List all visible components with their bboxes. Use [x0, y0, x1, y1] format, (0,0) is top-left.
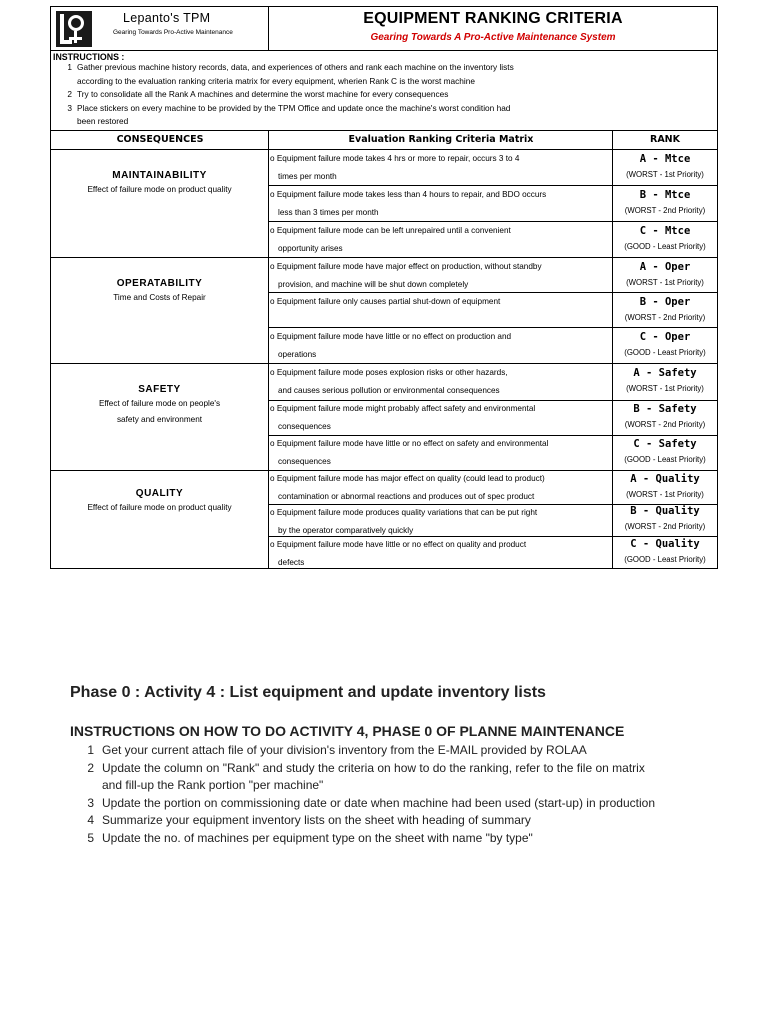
activity-steps: [70, 742, 666, 847]
rank-code: B - Safety: [633, 403, 697, 415]
rank-cell: [613, 435, 717, 467]
phase-title: Phase 0 : Activity 4 : List equipment and update inventory lists: [70, 684, 546, 701]
category-desc: Effect of failure mode on product quality: [87, 503, 232, 512]
lepanto-logo-icon: [56, 11, 92, 47]
col-header-consequences: CONSEQUENCES: [51, 131, 269, 150]
page-subtitle: Gearing Towards A Pro-Active Maintenance System: [370, 32, 616, 43]
rank-cell: [613, 222, 717, 254]
step-line: 4 Summarize your equipment inventory lists on the sheet with heading of summary: [87, 813, 531, 827]
rank-code: C - Safety: [633, 438, 697, 450]
step-line: and fill-up the Rank portion "per machine": [102, 778, 324, 792]
col-header-matrix: Evaluation Ranking Criteria Matrix: [269, 131, 613, 150]
ranking-criteria-sheet: [50, 6, 718, 569]
rank-code: C - Oper: [639, 331, 691, 343]
criteria-cell: o Equipment failure mode has major effect on quality (could lead to product) contamination or abnormal reactions and produces out of spec product: [270, 474, 545, 501]
logo-box: [51, 7, 269, 51]
rank-cell: [613, 364, 717, 396]
rank-cell: [613, 186, 717, 218]
category-desc: safety and environment: [116, 415, 203, 424]
category-name: MAINTAINABILITY: [112, 170, 207, 181]
category-name: QUALITY: [135, 488, 184, 499]
rank-cell: [613, 400, 717, 432]
rank-cell: [613, 470, 717, 502]
category-safety: [51, 384, 268, 428]
rank-priority: (WORST - 1st Priority): [626, 490, 704, 499]
rank-priority: (GOOD - Least Priority): [624, 455, 706, 464]
rank-cell: [613, 293, 717, 325]
rank-priority: (WORST - 2nd Priority): [624, 313, 706, 322]
step-line: 3 Update the portion on commissioning date or date when machine had been used (start-up) in production: [87, 795, 656, 810]
rank-cell: [613, 535, 717, 567]
rank-cell: [613, 502, 717, 534]
category-desc: Effect of failure mode on people's: [98, 399, 221, 408]
criteria-cell: o Equipment failure mode produces quality variations that can be put right by the operator comparatively quickly: [270, 508, 538, 535]
logo-name: Lepanto's TPM: [123, 11, 211, 25]
criteria-cell: o Equipment failure mode can be left unrepaired until a convenient opportunity arises: [270, 226, 511, 253]
rank-code: B - Mtce: [639, 189, 691, 201]
step-line: 2 Update the column on "Rank" and study the criteria on how to do the ranking, refer to the file on matrix: [87, 760, 645, 775]
grid-line: [268, 131, 269, 568]
criteria-cell: o Equipment failure mode takes less than 4 hours to repair, and BDO occurs less than 3 times per month: [270, 190, 547, 217]
activity-instructions-heading: INSTRUCTIONS ON HOW TO DO ACTIVITY 4, PHASE 0 OF PLANNE MAINTENANCE: [70, 723, 625, 739]
rank-priority: (WORST - 2nd Priority): [624, 420, 706, 429]
step-line: 5 Update the no. of machines per equipment type on the sheet with name "by type": [87, 830, 533, 845]
category-maintainability: [51, 170, 268, 198]
instructions-block: INSTRUCTIONS : 1 Gather previous machine history records, data, and experiences of others and rank each machine on the inventory lists according to the evaluation ranking criteria matrix for every equipment, wherien Rank C is the worst machine 2 Try to consolidate all the Rank A machines and determine the worst machine for every consequences 3 Place stickers on every machine to be provided by the TPM Office and update once the machine's worst condition had been restored: [51, 51, 717, 131]
criteria-cell: o Equipment failure mode takes 4 hrs or more to repair, occurs 3 to 4 times per month: [270, 154, 520, 181]
rank-code: B - Oper: [639, 296, 691, 308]
rank-code: A - Safety: [633, 367, 697, 379]
rank-priority: (WORST - 1st Priority): [626, 170, 704, 179]
criteria-cell: o Equipment failure mode have little or no effect on quality and product defects: [270, 540, 527, 567]
criteria-cell: o Equipment failure mode might probably affect safety and environmental consequences: [270, 404, 536, 431]
category-quality: [51, 488, 268, 516]
category-name: SAFETY: [138, 384, 181, 395]
category-operatability: [51, 278, 268, 306]
criteria-cell: o Equipment failure mode poses explosion risks or other hazards, and causes serious pollution or environmental consequences: [270, 368, 508, 395]
rank-priority: (GOOD - Least Priority): [624, 242, 706, 251]
rank-cell: [613, 150, 717, 182]
instructions-heading: INSTRUCTIONS :: [53, 52, 125, 62]
category-desc: Effect of failure mode on product quality: [87, 185, 232, 194]
step-line: 1 Get your current attach file of your division's inventory from the E-MAIL provided by ROLAA: [87, 743, 587, 757]
rank-priority: (WORST - 2nd Priority): [624, 206, 706, 215]
logo-tagline: Gearing Towards Pro-Active Maintenance: [113, 29, 233, 36]
criteria-cell: o Equipment failure mode have major effect on production, without standby provision, and machine will be shut down completely: [270, 262, 542, 289]
rank-priority: (GOOD - Least Priority): [624, 348, 706, 357]
rank-code: B - Quality: [630, 505, 700, 517]
rank-priority: (GOOD - Least Priority): [624, 555, 706, 564]
criteria-cell: o Equipment failure only causes partial shut-down of equipment: [270, 297, 501, 306]
header-title-box: [269, 7, 717, 51]
rank-code: A - Quality: [630, 473, 700, 485]
rank-cell: [613, 328, 717, 360]
rank-code: C - Quality: [630, 538, 700, 550]
page-title: EQUIPMENT RANKING CRITERIA: [363, 10, 623, 27]
criteria-cell: o Equipment failure mode have little or no effect on production and operations: [270, 332, 512, 359]
criteria-cell: o Equipment failure mode have little or no effect on safety and environmental consequences: [270, 439, 549, 466]
rank-code: A - Oper: [639, 261, 691, 273]
category-desc: Time and Costs of Repair: [113, 293, 206, 302]
category-name: OPERATABILITY: [116, 278, 203, 289]
rank-priority: (WORST - 1st Priority): [626, 278, 704, 287]
rank-code: A - Mtce: [639, 153, 691, 165]
rank-code: C - Mtce: [639, 225, 691, 237]
rank-priority: (WORST - 2nd Priority): [624, 522, 706, 531]
rank-cell: [613, 258, 717, 290]
col-header-rank: RANK: [613, 131, 717, 150]
rank-priority: (WORST - 1st Priority): [626, 384, 704, 393]
